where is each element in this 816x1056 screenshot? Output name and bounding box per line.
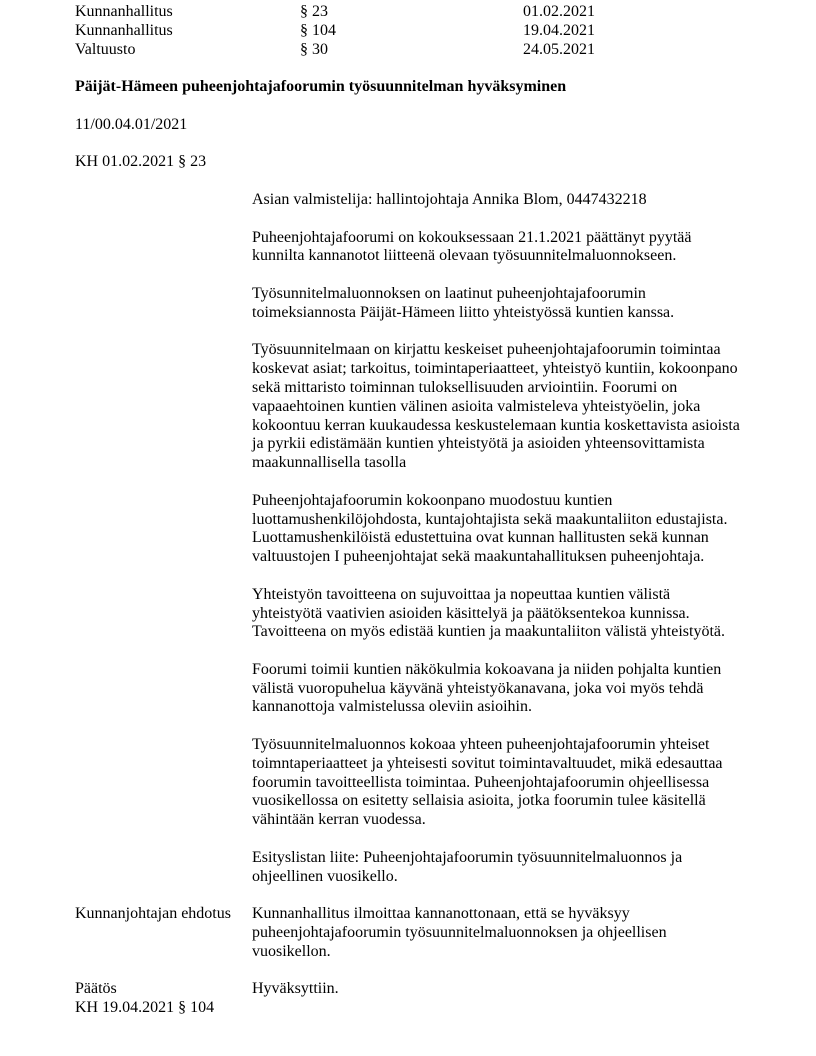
decision-text: Hyväksyttiin. [252,980,339,998]
paragraph-forum-role: Foorumi toimii kuntien näkökulmia kokoavana ja niiden pohjalta kuntien välistä vuoropuhelua käyvänä yhteistyökanavana, joka voi myös tehdä kannanottoja valmistelussa oleviin asioihin. [252,660,722,716]
paragraph-cooperation-goal: Yhteistyön tavoitteena on sujuvoittaa ja nopeuttaa kuntien välistä yhteistyötä vaativien asioiden käsittelyä ja päätöksentekoa kunnissa. Tavoitteena on myös edistää kuntien ja maakuntaliiton välistä yhteistyötä. [252,585,725,641]
decision-row [75,980,740,1018]
paragraph-draft-author: Työsunnitelmaluonnoksen on laatinut puheenjohtajafoorumin toimeksiannosta Päijät-Hämeen liitto yhteistyössä kuntien kanssa. [252,284,675,321]
proposal-label: Kunnanjohtajan ehdotus [75,905,231,923]
paragraph-composition: Puheenjohtajafoorumin kokoonpano muodostuu kuntien luottamushenkilöjohdosta, kuntajohtajista sekä maakuntaliiton edustajista. Luottamushenkilöistä edustettuina ovat kunnan hallitusten sekä kunnan valtuustojen I puheenjohtajat sekä maakuntahallituksen puheenjohtaja. [252,491,728,566]
paragraph-forum-decision: Puheenjohtajafoorumi on kokouksessaan 21.1.2021 päättänyt pyytää kunnilta kannanotot liitteenä olevaan työsuunnitelmaluonnokseen. [252,228,692,265]
date-cell: 24.05.2021 [523,40,595,58]
paragraph-draft-summary: Työsuunnitelmaluonnos kokoaa yhteen puheenjohtajafoorumin yhteiset toimntaperiaatteet ja yhteisesti sovitut toimintavaltuudet, mikä edesauttaa foorumin tavoitteellista toimintaa. Puheenjohtajafoorumin ohjeellisessa vuosikellossa on esitetty sellaisia asioita, jotka foorumin tulee käsitellä vähintään kerran vuodessa. [252,736,723,829]
table-row [75,3,740,22]
handling-history-table [75,3,740,59]
paragraph-preparer: Asian valmistelija: hallintojohtaja Annika Blom, 0447432218 [252,190,647,208]
date-cell: 19.04.2021 [523,21,595,39]
case-body [252,191,741,886]
date-cell: 01.02.2021 [523,3,595,20]
proposal-text: Kunnanhallitus ilmoittaa kannanottonaan, että se hyväksyy puheenjohtajafoorumin työsuunnitelmaluonnoksen ja ohjeellisen vuosikellon. [252,905,667,960]
decision-reference: KH 19.04.2021 § 104 [75,999,215,1017]
page-title: Päijät-Hämeen puheenjohtajafoorumin työsuunnitelman hyväksyminen [75,78,567,96]
organ-cell: Kunnanhallitus [75,3,173,20]
case-number: 11/00.04.01/2021 [75,115,188,133]
organ-cell: Kunnanhallitus [75,21,173,39]
organ-cell: Valtuusto [75,40,136,58]
decision-label: Päätös [75,980,117,998]
table-row [75,22,740,41]
section-reference: KH 01.02.2021 § 23 [75,153,207,171]
section-cell: § 23 [300,3,328,20]
section-cell: § 104 [300,21,336,39]
section-cell: § 30 [300,40,328,58]
decision-label-block [75,980,252,1018]
proposal-row [75,905,740,961]
paragraph-plan-contents: Työsuunnitelmaan on kirjattu keskeiset puheenjohtajafoorumin toimintaa koskevat asiat; tarkoitus, toimintaperiaatteet, yhteistyö kuntiin, kokoonpano sekä mittaristo toiminnan tuloksellisuuden arviointiin. Foorumi on vapaaehtoinen kuntien välinen asioita valmisteleva yhteistyöelin, joka kokoontuu kerran kuukaudessa keskustelemaan kuntia koskettavista asioista ja pyrkii edistämään kuntien yhteistyötä ja asioiden yhteensovittamista maakunnallisella tasolla [252,341,740,472]
table-row [75,41,740,60]
paragraph-attachment: Esityslistan liite: Puheenjohtajafoorumin työsuunnitelmaluonnos ja ohjeellinen vuosikello. [252,848,683,885]
